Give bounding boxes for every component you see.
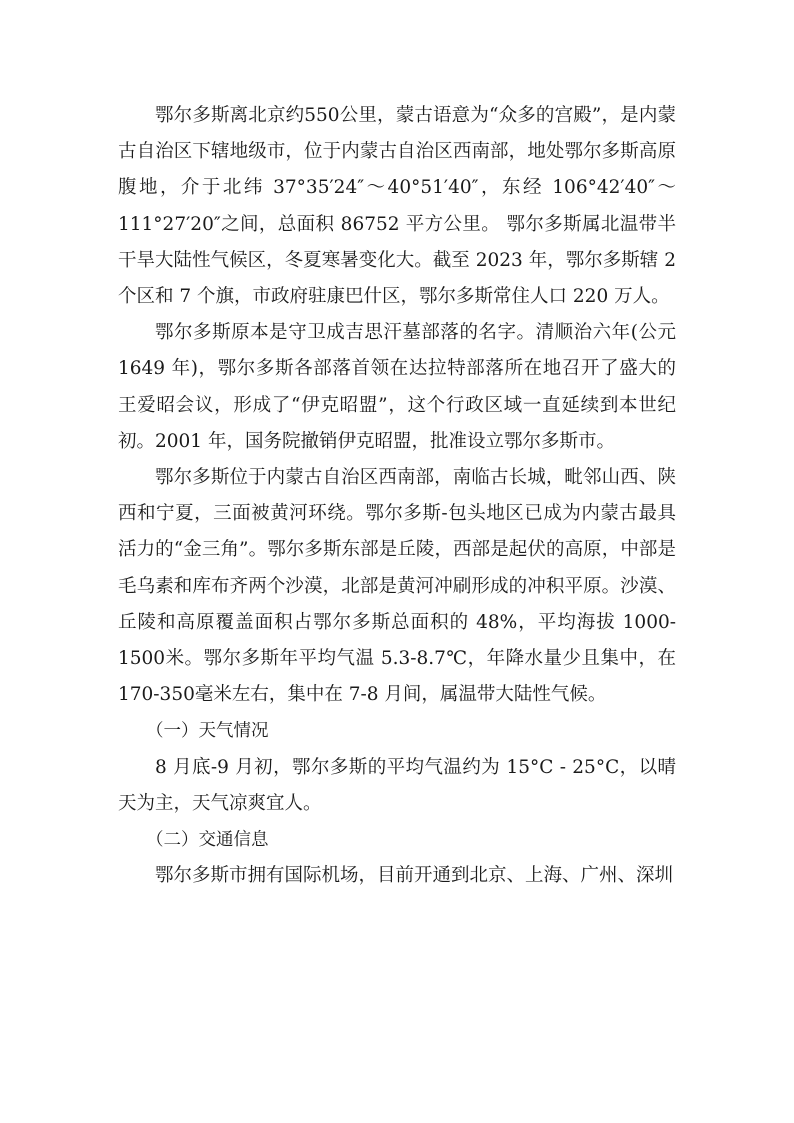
paragraph-transport: 鄂尔多斯市拥有国际机场，目前开通到北京、上海、广州、深圳 (155, 865, 674, 887)
paragraph-geography: 鄂尔多斯位于内蒙古自治区西南部，南临古长城，毗邻山西、陕西和宁夏，三面被黄河环绕。鄂尔多斯-包头地区已成为内蒙古最具活力的“金三角”。鄂尔多斯东部是丘陵，西部是起伏的高原，中部是毛乌素和库布齐两个沙漠，北部是黄河冲刷形成的冲积平原。沙漠、丘陵和高原覆盖面积占鄂尔多斯总面积的 48%，平均海拔 1000-1500米。鄂尔多斯年平均气温 5.3-8.7℃，年降水量少且集中，在 170-350毫米左右，集中在 7-8 月间，属温带大陆性气候。 (118, 467, 676, 706)
document-body (118, 98, 676, 894)
paragraph-overview: 鄂尔多斯离北京约550公里，蒙古语意为“众多的宫殿”，是内蒙古自治区下辖地级市，位于内蒙古自治区西南部，地处鄂尔多斯高原腹地，介于北纬 37°35′24″～40°51′40″，东经 106°42′40″～111°27′20″之间，总面积 86752 平方公里。 鄂尔多斯属北温带半干旱大陆性气候区，冬夏寒暑变化大。截至 2023 年，鄂尔多斯辖 2 个区和 7 个旗，市政府驻康巴什区，鄂尔多斯常住人口 220 万人。 (118, 105, 676, 308)
paragraph-weather: 8 月底-9 月初，鄂尔多斯的平均气温约为 15°C - 25°C，以晴天为主，天气凉爽宜人。 (118, 756, 676, 814)
heading-weather: （一）天气情况 (146, 721, 269, 742)
heading-transport: （二）交通信息 (146, 830, 269, 851)
paragraph-history: 鄂尔多斯原本是守卫成吉思汗墓部落的名字。清顺治六年(公元1649 年)，鄂尔多斯各部落首领在达拉特部落所在地召开了盛大的王爱昭会议，形成了“伊克昭盟”，这个行政区域一直延续到本世纪初。2001 年，国务院撤销伊克昭盟，批准设立鄂尔多斯市。 (118, 322, 676, 452)
